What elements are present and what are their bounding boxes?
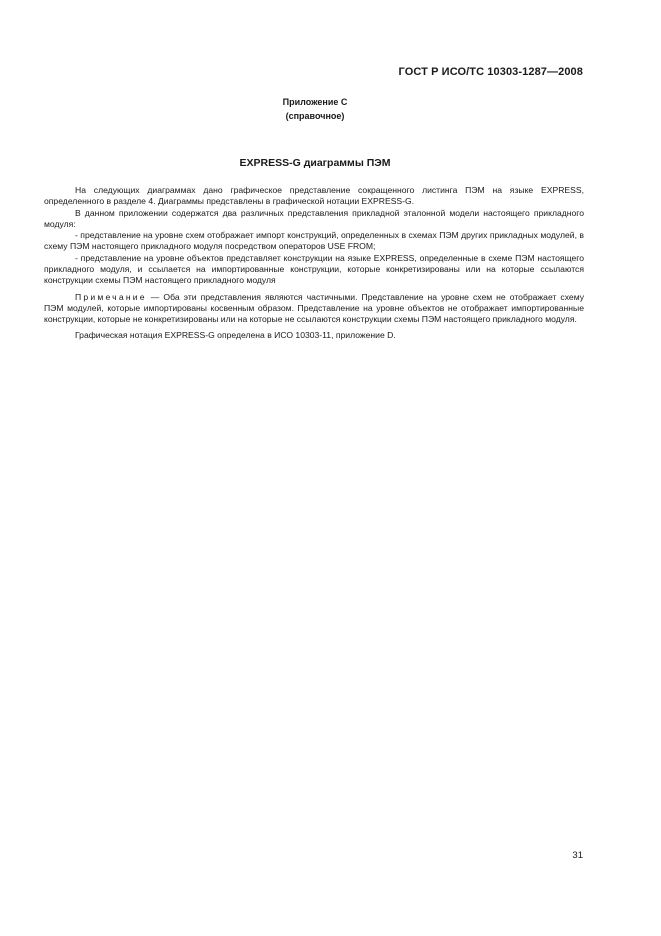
body-text bbox=[44, 185, 584, 341]
section-title: EXPRESS-G диаграммы ПЭМ bbox=[239, 157, 391, 169]
paragraph-intro: На следующих диаграммах дано графическое представление сокращенного листинга ПЭМ на языке EXPRESS, определенного в разделе 4. Диаграммы представлены в графической нотации EXPRESS-G. bbox=[44, 185, 584, 207]
note-text: — Оба эти представления являются частичными. Представление на уровне схем не отображает схему ПЭМ модулей, которые импортированы косвенным образом. Представление на уровне объектов не отображает импортированные конструкции, которые не конкретизированы или на которые не ссылаются конструкции схемы ПЭМ настоящего прикладного модуля. bbox=[44, 291, 584, 325]
appendix-subtitle: (справочное) bbox=[285, 111, 345, 121]
document-code: ГОСТ Р ИСО/ТС 10303-1287—2008 bbox=[398, 66, 583, 78]
paragraph-notation: Графическая нотация EXPRESS-G определена в ИСО 10303-11, приложение D. bbox=[75, 329, 396, 340]
appendix-heading bbox=[0, 95, 630, 123]
appendix-title: Приложение С bbox=[282, 97, 348, 107]
note-paragraph bbox=[44, 292, 584, 326]
note-label: Примечание bbox=[75, 291, 147, 302]
page-number: 31 bbox=[572, 850, 583, 861]
paragraph-entity-level: - представление на уровне объектов представляет конструкции на языке EXPRESS, определенные в схеме ПЭМ настоящего прикладного модуля, и ссылается на импортированные конструкции, которые конкретизированы или на которые ссылаются конструкции схемы ПЭМ настоящего прикладного модуля bbox=[44, 252, 584, 286]
paragraph-schema-level: - представление на уровне схем отображает импорт конструкций, определенных в схемах ПЭМ других прикладных модулей, в схему ПЭМ настоящего прикладного модуля посредством операторов USE FROM; bbox=[44, 230, 584, 252]
paragraph-representations: В данном приложении содержатся два различных представления прикладной эталонной модели настоящего прикладного модуля: bbox=[44, 207, 584, 229]
